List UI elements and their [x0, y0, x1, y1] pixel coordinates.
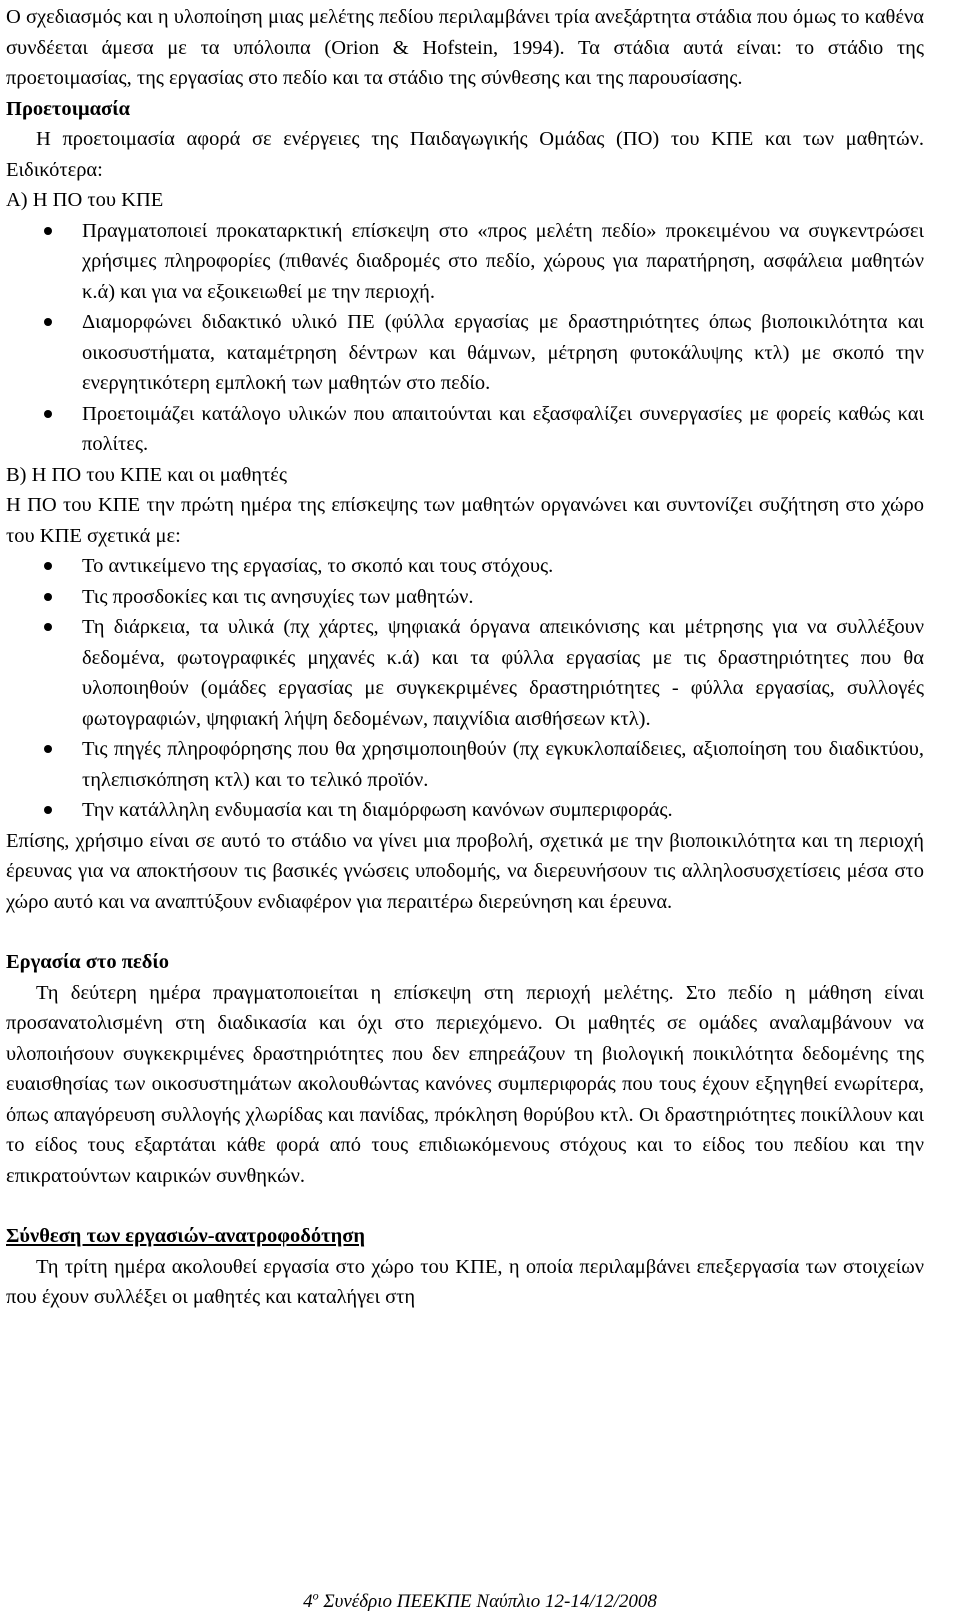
- bullet-icon: [44, 410, 52, 418]
- paragraph-b: Η ΠΟ του ΚΠΕ την πρώτη ημέρα της επίσκεψης των μαθητών οργανώνει και συντονίζει συζήτηση στο χώρο του ΚΠΕ σχετικά με:: [6, 494, 924, 547]
- fieldwork-paragraph: Τη δεύτερη ημέρα πραγματοποιείται η επίσκεψη στη περιοχή μελέτης. Στο πεδίο η μάθηση είναι προσανατολισμένη στη διαδικασία και όχι στο περιεχόμενο. Οι μαθητές σε ομάδες αναλαμβάνουν να υλοποιήσουν συγκεκριμένες δραστηριότητες που δεν επηρεάζουν τη βιολογική ποικιλότητα δεδομένης της ευαισθησίας των οικοσυστημάτων ακολουθώντας κανόνες συμπεριφοράς που τους έχουν εξηγηθεί ενωρίτερα, όπως απαγόρευση συλλογής χλωρίδας και πανίδας, πρόκληση θορύβου κτλ. Οι δραστηριότητες ποικίλλουν και το είδος τους εξαρτάται κάθε φορά από τους επιδιωκόμενους στόχους και το είδος του πεδίου και την επικρατούντων καιρικών συνθηκών.: [6, 981, 924, 1187]
- list-item: [6, 551, 924, 582]
- section-heading-fieldwork: Εργασία στο πεδίο: [6, 951, 169, 973]
- synthesis-paragraph: Τη τρίτη ημέρα ακολουθεί εργασία στο χώρο του ΚΠΕ, η οποία περιλαμβάνει επεξεργασία των στοιχείων που έχουν συλλέξει οι μαθητές και καταλήγει στη: [6, 1255, 924, 1308]
- bullet-icon: [44, 227, 52, 235]
- bullet-icon: [44, 562, 52, 570]
- footer-number: 4: [303, 1591, 313, 1612]
- bullet-icon: [44, 623, 52, 631]
- section-heading-synthesis: Σύνθεση των εργασιών-ανατροφοδότηση: [6, 1225, 366, 1247]
- intro-paragraph: Ο σχεδιασμός και η υλοποίηση μιας μελέτης πεδίου περιλαμβάνει τρία ανεξάρτητα στάδια που όμως το καθένα συνδέεται άμεσα με τα υπόλοιπα (Orion & Hofstein, 1994). Τα στάδια αυτά είναι: το στάδιο της προετοιμασίας, της εργασίας στο πεδίο και τα στάδιο της σύνθεσης και της παρουσίασης.: [6, 6, 924, 89]
- footer-superscript: ο: [312, 1588, 319, 1603]
- section-spacer: [6, 917, 924, 947]
- bullet-list-b: [6, 551, 924, 826]
- subheading-a: Α) Η ΠΟ του ΚΠΕ: [6, 189, 164, 211]
- closing-paragraph: Επίσης, χρήσιμο είναι σε αυτό το στάδιο να γίνει μια προβολή, σχετικά με την βιοποικιλότητα και τη περιοχή έρευνας για να αποκτήσουν τις βασικές γνώσεις υποδομής, να διερευνήσουν τις αλληλοσυσχετίσεις μέσα στο χώρο αυτό και να αναπτύξουν ενδιαφέρον για περαιτέρω διερεύνηση και έρευνα.: [6, 829, 924, 913]
- bullet-icon: [44, 806, 52, 814]
- list-item-text: Την κατάλληλη ενδυμασία και τη διαμόρφωση κανόνων συμπεριφοράς.: [82, 799, 673, 821]
- list-item-text: Τις προσδοκίες και τις ανησυχίες των μαθητών.: [82, 585, 474, 608]
- list-item-text: Διαμορφώνει διδακτικό υλικό ΠΕ (φύλλα εργασίας με δραστηριότητες όπως βιοποικιλότητα και οικοσυστήματα, καταμέτρηση δέντρων και θάμνων, μέτρηση φυτοκάλυψης κτλ) με σκοπό την ενεργητικότερη εμπλοκή των μαθητών στο πεδίο.: [82, 311, 924, 394]
- subheading-b: Β) Η ΠΟ του ΚΠΕ και οι μαθητές: [6, 463, 287, 486]
- list-item: [6, 734, 924, 795]
- footer-text: Συνέδριο ΠΕΕΚΠΕ Ναύπλιο 12-14/12/2008: [318, 1591, 657, 1612]
- section-heading-preparation: Προετοιμασία: [6, 97, 130, 120]
- list-item: [6, 399, 924, 460]
- bullet-list-a: [6, 216, 924, 460]
- bullet-icon: [44, 318, 52, 326]
- bullet-icon: [44, 745, 52, 753]
- list-item: [6, 612, 924, 734]
- list-item-text: Το αντικείμενο της εργασίας, το σκοπό και τους στόχους.: [82, 555, 554, 577]
- list-item-text: Προετοιμάζει κατάλογο υλικών που απαιτούνται και εξασφαλίζει συνεργασίες με φορείς καθώς και πολίτες.: [82, 402, 924, 455]
- list-item-text: Πραγματοποιεί προκαταρκτική επίσκεψη στο «προς μελέτη πεδίο» προκειμένου να συγκεντρώσει χρήσιμες πληροφορίες (πιθανές διαδρομές στο πεδίο, χώρους για παρατήρηση, ασφάλεια μαθητών κ.ά) και για να εξοικειωθεί με την περιοχή.: [82, 219, 924, 303]
- page-footer: [0, 1590, 960, 1614]
- bullet-icon: [44, 593, 52, 601]
- preparation-paragraph: Η προετοιμασία αφορά σε ενέργειες της Παιδαγωγικής Ομάδας (ΠΟ) του ΚΠΕ και των μαθητών. Ειδικότερα:: [6, 128, 924, 181]
- list-item: [6, 216, 924, 308]
- list-item: [6, 582, 924, 613]
- document-page: [6, 2, 924, 1313]
- list-item-text: Τη διάρκεια, τα υλικά (πχ χάρτες, ψηφιακά όργανα απεικόνισης και μέτρησης για να συλλέξουν δεδομένα, φωτογραφικές μηχανές κ.ά) και τα φύλλα εργασίας με τις δραστηριότητες που θα υλοποιηθούν (ομάδες εργασίας με συγκεκριμένες δραστηριότητες - φύλλα εργασίας, συλλογές φωτογραφιών, ψηφιακή λήψη δεδομένων, παιχνίδια αισθήσεων κτλ).: [82, 616, 924, 730]
- section-spacer: [6, 1191, 924, 1221]
- list-item-text: Τις πηγές πληροφόρησης που θα χρησιμοποιηθούν (πχ εγκυκλοπαίδειες, αξιοποίηση του διαδικτύου, τηλεπισκόπηση κτλ) και το τελικό προϊόν.: [82, 738, 924, 791]
- list-item: [6, 795, 924, 826]
- list-item: [6, 307, 924, 399]
